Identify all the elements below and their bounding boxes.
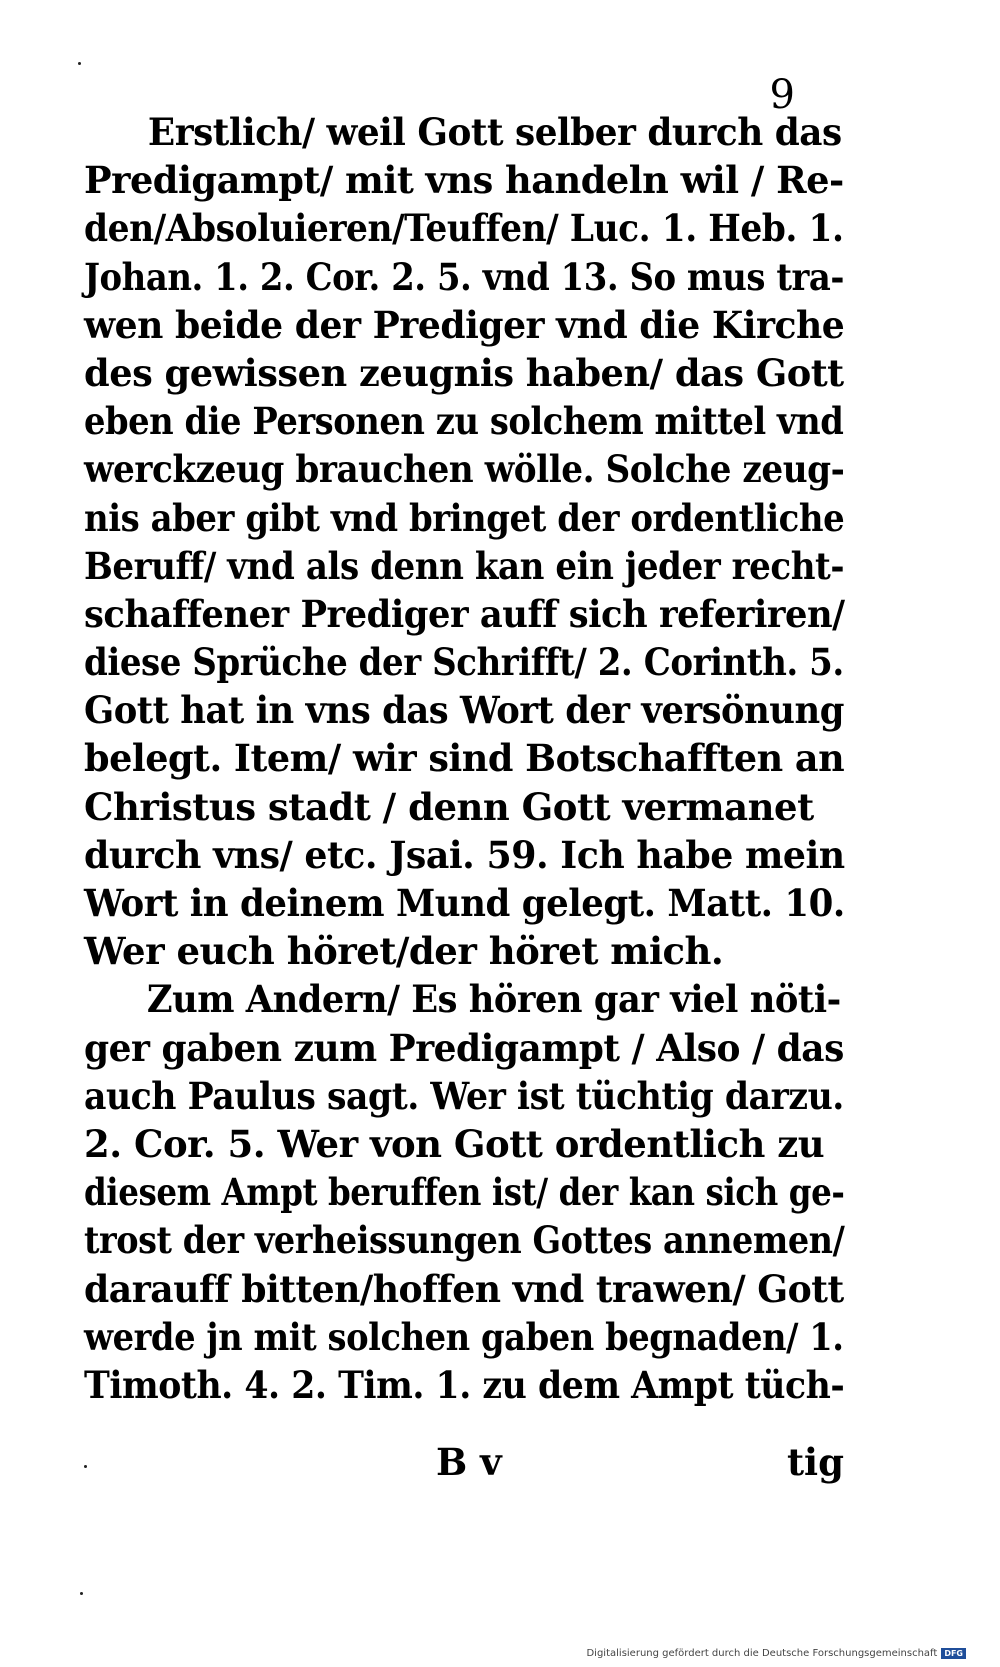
text-line: wen beide der Prediger vnd die Kirche	[84, 302, 845, 347]
text-line: Christus stadt / denn Gott vermanet	[84, 784, 814, 829]
text-line: 2. Cor. 5. Wer von Gott ordentlich zu	[84, 1121, 825, 1166]
credit-text: Digitalisierung gefördert durch die Deutsche Forschungsgemeinschaft	[586, 1648, 938, 1659]
text-line: des gewissen zeugnis haben/ das Gott	[84, 350, 844, 395]
text-line: diesem Ampt beruffen ist/ der kan sich ge-	[84, 1170, 845, 1215]
text-line: diese Sprüche der Schrifft/ 2. Corinth. 5.	[84, 640, 844, 685]
page-number: 9	[769, 72, 795, 118]
text-line: den/Absoluieren/Teuffen/ Luc. 1. Heb. 1.	[84, 206, 844, 251]
text-line: schaffener Prediger auff sich referiren/	[84, 591, 845, 636]
text-line: belegt. Item/ wir sind Botschafften an	[84, 736, 845, 781]
paper-speck	[80, 1592, 83, 1595]
text-line: Erstlich/ weil Gott selber durch das	[147, 110, 842, 154]
text-line: durch vns/ etc. Jsai. 59. Ich habe mein	[84, 832, 845, 877]
text-line: Predigampt/ mit vns handeln wil / Re-	[84, 158, 844, 203]
text-line: Zum Andern/ Es hören gar viel nöti-	[146, 977, 841, 1022]
body-text	[84, 108, 844, 1409]
dfg-logo: DFG	[941, 1648, 966, 1659]
catchword: tig	[786, 1440, 844, 1484]
paper-speck	[84, 1465, 87, 1468]
text-line: Wer euch höret/der höret mich.	[84, 929, 724, 974]
page-footer-marks	[84, 1440, 844, 1500]
text-line: Timoth. 4. 2. Tim. 1. zu dem Ampt tüch-	[84, 1362, 845, 1407]
text-line: auch Paulus sagt. Wer ist tüchtig darzu.	[84, 1073, 844, 1118]
text-line: darauff bitten/hoffen vnd trawen/ Gott	[84, 1266, 844, 1311]
text-line: werckzeug brauchen wölle. Solche zeug-	[84, 447, 845, 492]
digitization-credit	[586, 1648, 966, 1659]
text-line: ger gaben zum Predigampt / Also / das	[84, 1025, 844, 1070]
text-line: trost der verheissungen Gottes annemen/	[84, 1218, 845, 1263]
signature-mark: B v	[436, 1440, 502, 1484]
paper-speck	[78, 62, 81, 65]
text-line: Gott hat in vns das Wort der versönung	[84, 688, 844, 733]
text-line: werde jn mit solchen gaben begnaden/ 1.	[84, 1314, 844, 1359]
text-line: eben die Personen zu solchem mittel vnd	[84, 399, 844, 444]
text-line: Beruff/ vnd als denn kan ein jeder recht-	[84, 543, 845, 588]
text-line: Johan. 1. 2. Cor. 2. 5. vnd 13. So mus tra-	[84, 254, 845, 299]
text-line: nis aber gibt vnd bringet der ordentliche	[84, 495, 845, 540]
text-line: Wort in deinem Mund gelegt. Matt. 10.	[84, 881, 845, 925]
